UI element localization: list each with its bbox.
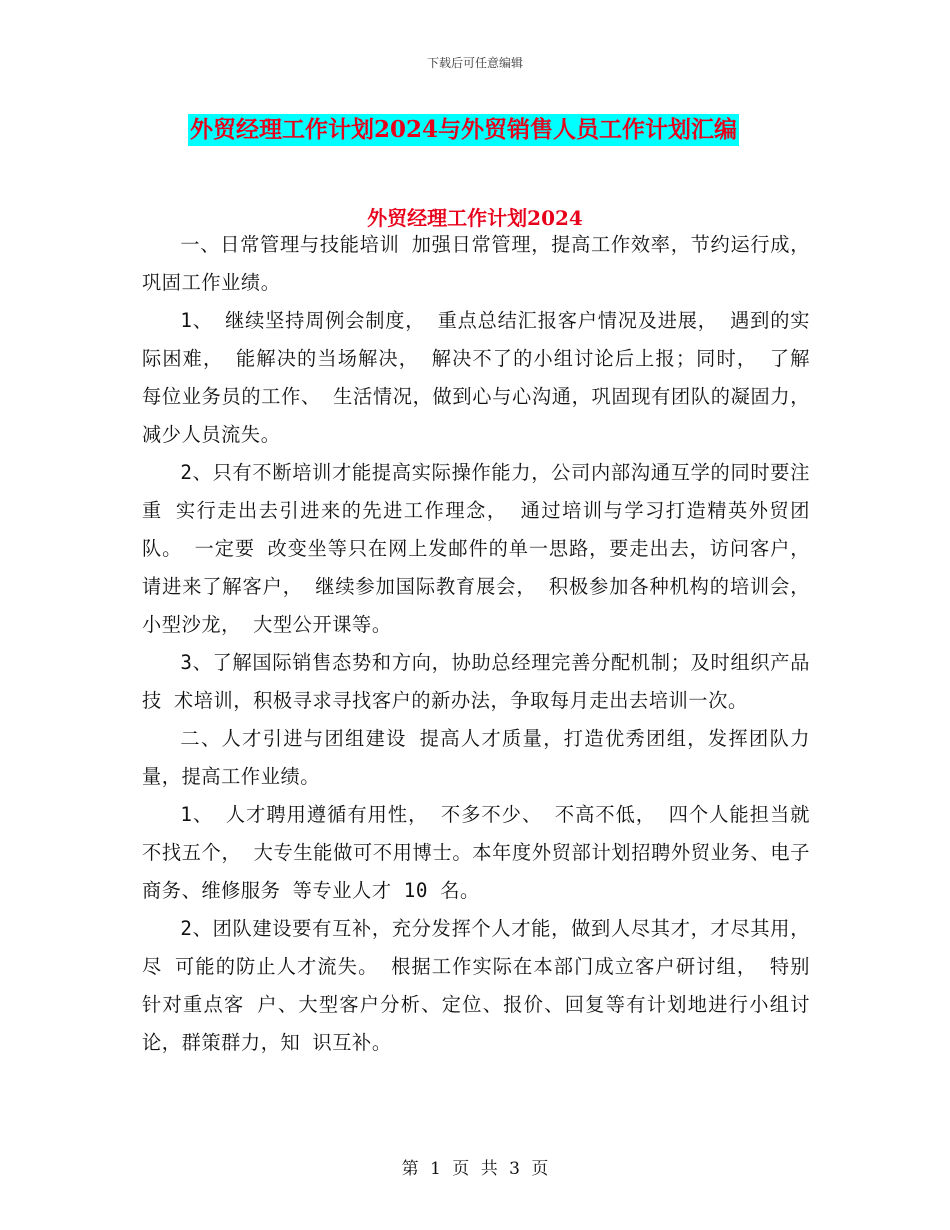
paragraph: 1、 继续坚持周例会制度， 重点总结汇报客户情况及进展， 遇到的实际困难， 能解决的当场解决， 解决不了的小组讨论后上报；同时， 了解每位业务员的工作、 生活情况，做到心与心沟通，巩固现有团队的凝固力，减少人员流失。	[142, 309, 810, 446]
paragraph: 2、只有不断培训才能提高实际操作能力，公司内部沟通互学的同时要注重 实行走出去引进来的先进工作理念， 通过培训与学习打造精英外贸团队。 一定要 改变坐等只在网上发邮件的单一思路，要走出去，访问客户，请进来了解客户， 继续参加国际教育展会， 积极参加各种机构的培训会， 小型沙龙， 大型公开课等。	[142, 461, 810, 636]
document-body	[142, 226, 810, 1062]
paragraph: 一、日常管理与技能培训 加强日常管理，提高工作效率，节约运行成，巩固工作业绩。	[142, 233, 810, 294]
header-note: 下载后可任意编辑	[426, 56, 523, 70]
paragraph: 二、人才引进与团组建设 提高人才质量，打造优秀团组，发挥团队力量，提高工作业绩。	[142, 727, 810, 788]
section-title: 外贸经理工作计划2024	[367, 206, 583, 230]
document-title: 外贸经理工作计划2024与外贸销售人员工作计划汇编	[188, 114, 739, 146]
paragraph: 2、团队建设要有互补，充分发挥个人才能，做到人尽其才，才尽其用，尽 可能的防止人才流失。 根据工作实际在本部门成立客户研讨组， 特别针对重点客 户、大型客户分析、定位、报价、回复等有计划地进行小组讨论，群策群力，知 识互补。	[142, 917, 810, 1054]
page-footer: 第 1 页 共 3 页	[401, 1159, 549, 1179]
paragraph: 3、了解国际销售态势和方向，协助总经理完善分配机制；及时组织产品技 术培训，积极寻求寻找客户的新办法，争取每月走出去培训一次。	[142, 651, 810, 712]
paragraph: 1、 人才聘用遵循有用性， 不多不少、 不高不低， 四个人能担当就不找五个， 大专生能做可不用博士。本年度外贸部计划招聘外贸业务、电子商务、维修服务 等专业人才 10 名。	[142, 803, 810, 902]
